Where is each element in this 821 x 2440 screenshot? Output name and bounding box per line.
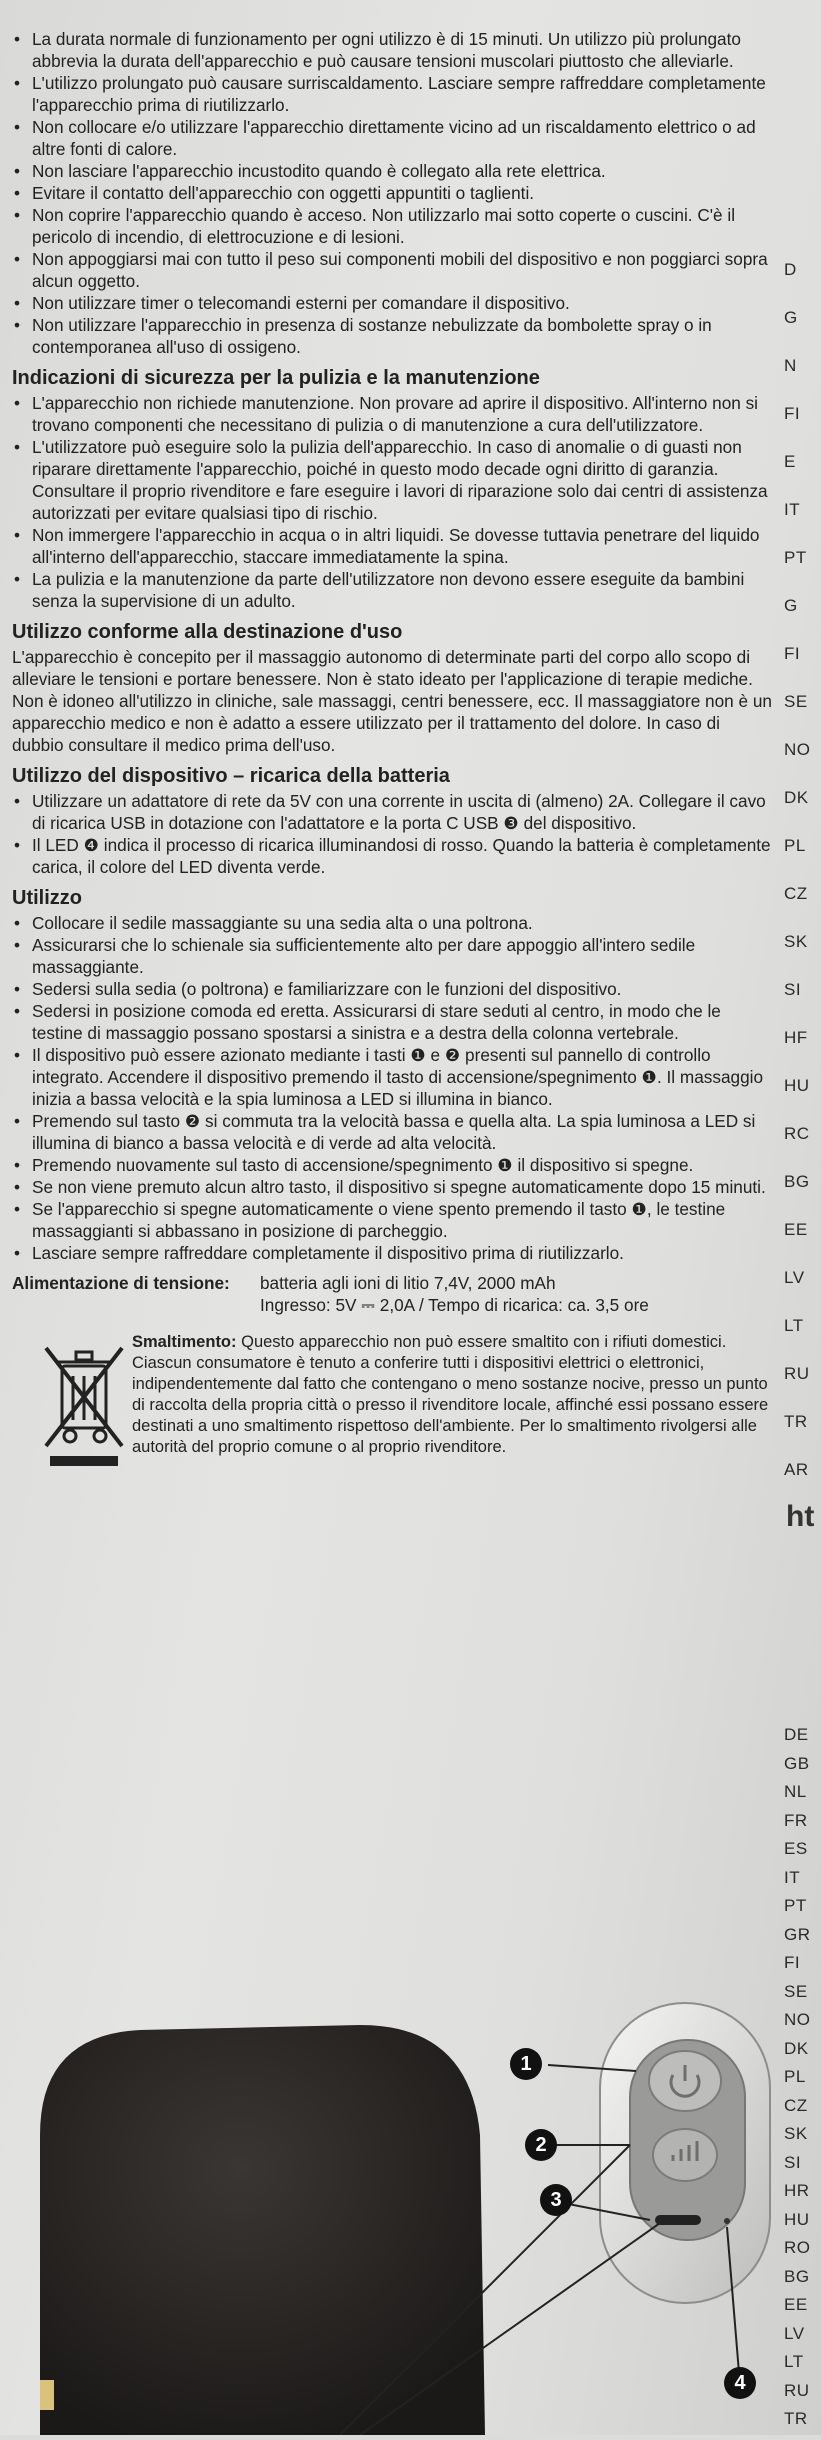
language-tab[interactable]: FI: [784, 1953, 801, 1972]
disposal-body: Questo apparecchio non può essere smaltito con i rifiuti domestici. Ciascun consumatore è tenuto a conferire tutti i dispositivi elettrici o elettronici, indipendentemente dal fatto che contengano o meno sostanze nocive, presso un punto di raccolta della propria città o presso il rivenditore locale, affinché essi possano essere destinati a uno smaltimento rispettoso dell'ambiente. Per lo smaltimento rivolgersi alle autorità del proprio comune o al proprio rivenditore.: [132, 1333, 769, 1456]
massage-seat-illustration: [0, 1995, 780, 2435]
power-supply: [12, 1272, 772, 1324]
manual-text: [12, 28, 772, 1490]
seat-cushion: [40, 2025, 485, 2435]
language-tab[interactable]: ES: [784, 1839, 808, 1858]
list-item: • Premendo sul tasto ❷ si commuta tra la velocità bassa e quella alta. La spia luminosa a LED si illumina di bianco a bassa velocità e di verde ad alta velocità.: [12, 1110, 772, 1154]
language-tab[interactable]: HR: [784, 2181, 810, 2200]
language-tab[interactable]: LV: [784, 2323, 805, 2343]
list-item: • L'apparecchio non richiede manutenzione. Non provare ad aprire il dispositivo. All'interno non si trovano componenti che necessitano di pulizia o di manutenzione a cura dell'utilizzatore.: [12, 392, 772, 436]
language-tab[interactable]: RC: [784, 1124, 810, 1143]
list-item: • Non collocare e/o utilizzare l'apparecchio direttamente vicino ad un riscaldamento elettrico o ad altre fonti di calore.: [12, 116, 772, 160]
language-tab[interactable]: IT: [784, 500, 801, 519]
list-item: • Se non viene premuto alcun altro tasto, il dispositivo si spegne automaticamente dopo 15 minuti.: [12, 1176, 772, 1198]
list-item: • Lasciare sempre raffreddare completamente il dispositivo prima di riutilizzarlo.: [12, 1242, 772, 1264]
intended-use-text: L'apparecchio è concepito per il massaggio autonomo di determinate parti del corpo allo scopo di alleviare le tensioni e portare benessere. Non è stato ideato per l'applicazione di terapie mediche. Non è idoneo all'utilizzo in cliniche, sale massaggi, centri benessere, ecc. Il massaggiatore non è un apparecchio medico e non è adatto a essere utilizzato per il trattamento del dolore. In caso di dubbio consultare il medico prima dell'uso.: [12, 647, 772, 755]
list-item: • Non lasciare l'apparecchio incustodito quando è collegato alla rete elettrica.: [12, 160, 772, 182]
list-item: • Non utilizzare l'apparecchio in presenza di sostanze nebulizzate da bombolette spray o in contemporanea all'uso di ossigeno.: [12, 314, 772, 358]
language-tab[interactable]: FI: [784, 644, 801, 663]
device-figure: [0, 1995, 780, 2435]
language-tab[interactable]: SE: [784, 692, 808, 711]
language-tab[interactable]: TR: [784, 2409, 808, 2428]
language-tab[interactable]: RU: [784, 1364, 810, 1383]
list-item: • Evitare il contatto dell'apparecchio con oggetti appuntiti o taglienti.: [12, 182, 772, 204]
language-tab[interactable]: PL: [784, 836, 806, 855]
language-heading-fragment: ht: [786, 1500, 815, 1533]
language-tab[interactable]: BG: [784, 2266, 810, 2286]
list-item: • Il LED ❹ indica il processo di ricarica illuminandosi di rosso. Quando la batteria è completamente carica, il colore del LED diventa verde.: [12, 834, 772, 878]
language-tab[interactable]: SE: [784, 1981, 808, 2001]
usage-title: Utilizzo: [12, 887, 82, 909]
tag-label: [40, 2380, 54, 2410]
language-tab[interactable]: BG: [784, 1172, 810, 1191]
language-tab[interactable]: NL: [784, 1782, 807, 1801]
disposal-text: [132, 1332, 772, 1458]
language-tab[interactable]: EE: [784, 2295, 808, 2314]
list-item: • L'utilizzatore può eseguire solo la pulizia dell'apparecchio. In caso di anomalie o di guasti non riparare direttamente l'apparecchio, poiché in questo modo decade ogni diritto di garanzia. Consultare il proprio rivenditore e fare eseguire i lavori di riparazione solo dai centri di assistenza autorizzati per evitare qualsiasi tipo di rischio.: [12, 436, 772, 524]
language-tab[interactable]: E: [784, 452, 796, 471]
language-tab[interactable]: LT: [784, 2352, 804, 2371]
language-tab[interactable]: RU: [784, 2380, 810, 2400]
charging-title: Utilizzo del dispositivo – ricarica della batteria: [12, 765, 450, 787]
language-tab[interactable]: SI: [784, 980, 802, 999]
language-tab[interactable]: N: [784, 356, 797, 375]
language-tab[interactable]: DE: [784, 1725, 809, 1744]
list-item: • Assicurarsi che lo schienale sia sufficientemente alto per dare appoggio all'intero sedile massaggiante.: [12, 934, 772, 978]
callout-3: 3: [540, 2184, 572, 2216]
language-tab[interactable]: HU: [784, 1076, 810, 1095]
list-item: • Collocare il sedile massaggiante su una sedia alta o una poltrona.: [12, 912, 772, 934]
language-tab[interactable]: DK: [784, 2038, 809, 2058]
language-tab[interactable]: FI: [784, 404, 801, 423]
crossed-bin-icon: [40, 1336, 128, 1476]
language-tab[interactable]: PT: [784, 548, 807, 567]
language-tab[interactable]: TR: [784, 1412, 808, 1431]
language-tab[interactable]: GB: [784, 1753, 810, 1773]
power-label: Alimentazione di tensione:: [12, 1273, 230, 1293]
language-tab[interactable]: SK: [784, 932, 808, 951]
list-item: • Sedersi in posizione comoda ed eretta. Assicurarsi di stare seduti al centro, in modo che le testine di massaggio possano spostarsi a sinistra e a destra della colonna vertebrale.: [12, 1000, 772, 1044]
list-item: • La pulizia e la manutenzione da parte dell'utilizzatore non devono essere eseguite da bambini senza la supervisione di un adulto.: [12, 568, 772, 612]
list-item: • Non appoggiarsi mai con tutto il peso sui componenti mobili del dispositivo e non poggiarci sopra alcun oggetto.: [12, 248, 772, 292]
list-item: • Sedersi sulla sedia (o poltrona) e familiarizzare con le funzioni del dispositivo.: [12, 978, 772, 1000]
list-item: • Utilizzare un adattatore di rete da 5V con una corrente in uscita di (almeno) 2A. Collegare il cavo di ricarica USB in dotazione con l'adattatore e la porta C USB ❸ del dispositivo.: [12, 790, 772, 834]
power-input: Ingresso: 5V ⎓ 2,0A / Tempo di ricarica: ca. 3,5 ore: [260, 1295, 649, 1315]
disposal-title: Smaltimento:: [132, 1333, 237, 1351]
language-tabs: [784, 0, 821, 2435]
language-tab[interactable]: LV: [784, 1268, 805, 1287]
language-tab[interactable]: NO: [784, 740, 811, 759]
list-item: • Non immergere l'apparecchio in acqua o in altri liquidi. Se dovesse tuttavia penetrare del liquido all'interno dell'apparecchio, staccare immediatamente la spina.: [12, 524, 772, 568]
language-tab[interactable]: FR: [784, 1810, 808, 1830]
list-item: • La durata normale di funzionamento per ogni utilizzo è di 15 minuti. Un utilizzo più prolungato abbrevia la durata dell'apparecchio e può causare tensioni muscolari piuttosto che alleviarle.: [12, 28, 772, 72]
charging-list: [12, 790, 772, 878]
language-tab[interactable]: PT: [784, 1896, 807, 1915]
language-tab[interactable]: G: [784, 596, 798, 615]
intended-use-title: Utilizzo conforme alla destinazione d'uso: [12, 621, 403, 643]
disposal-section: [12, 1332, 772, 1490]
list-item: • Non utilizzare timer o telecomandi esterni per comandare il dispositivo.: [12, 292, 772, 314]
language-tab[interactable]: HF: [784, 1028, 808, 1047]
language-tab[interactable]: LT: [784, 1316, 804, 1335]
usb-port: [655, 2215, 701, 2225]
language-tab[interactable]: AR: [784, 1460, 809, 1479]
cleaning-list: [12, 392, 772, 612]
language-tab[interactable]: HU: [784, 2209, 810, 2229]
language-tab[interactable]: CZ: [784, 2095, 808, 2115]
language-tab[interactable]: CZ: [784, 884, 808, 903]
speed-button: [653, 2129, 717, 2181]
language-tab[interactable]: PL: [784, 2067, 806, 2086]
language-tab[interactable]: EE: [784, 1220, 808, 1239]
language-tab[interactable]: DK: [784, 788, 809, 807]
callout-2: 2: [525, 2129, 557, 2161]
list-item: • Non coprire l'apparecchio quando è acceso. Non utilizzarlo mai sotto coperte o cuscini. C'è il pericolo di incendio, di elettrocuzione e di lesioni.: [12, 204, 772, 248]
callout-4: 4: [724, 2367, 756, 2399]
callout-1: 1: [510, 2048, 542, 2080]
list-item: • L'utilizzo prolungato può causare surriscaldamento. Lasciare sempre raffreddare completamente l'apparecchio prima di riutilizzarlo.: [12, 72, 772, 116]
list-item: • Premendo nuovamente sul tasto di accensione/spegnimento ❶ il dispositivo si spegne.: [12, 1154, 772, 1176]
safety-list: [12, 28, 772, 358]
list-item: • Se l'apparecchio si spegne automaticamente o viene spento premendo il tasto ❶, le testine massaggianti si abbassano in posizione di parcheggio.: [12, 1198, 772, 1242]
cleaning-title: Indicazioni di sicurezza per la pulizia e la manutenzione: [12, 367, 540, 389]
usage-list: [12, 912, 772, 1264]
language-tab[interactable]: G: [784, 308, 798, 327]
language-tab[interactable]: SK: [784, 2124, 808, 2143]
language-tab[interactable]: D: [784, 260, 797, 279]
led-indicator: [724, 2218, 730, 2224]
language-tab[interactable]: IT: [784, 1867, 801, 1887]
language-tab[interactable]: RO: [784, 2238, 811, 2257]
list-item: • Il dispositivo può essere azionato mediante i tasti ❶ e ❷ presenti sul pannello di controllo integrato. Accendere il dispositivo premendo il tasto di accensione/spegnimento ❶. Il massaggio inizia a bassa velocità e la spia luminosa a LED si illumina in bianco.: [12, 1044, 772, 1110]
power-battery: batteria agli ioni di litio 7,4V, 2000 mAh: [260, 1273, 556, 1293]
language-tab[interactable]: NO: [784, 2010, 811, 2029]
language-tab[interactable]: GR: [784, 1924, 811, 1944]
language-tab[interactable]: SI: [784, 2152, 802, 2172]
